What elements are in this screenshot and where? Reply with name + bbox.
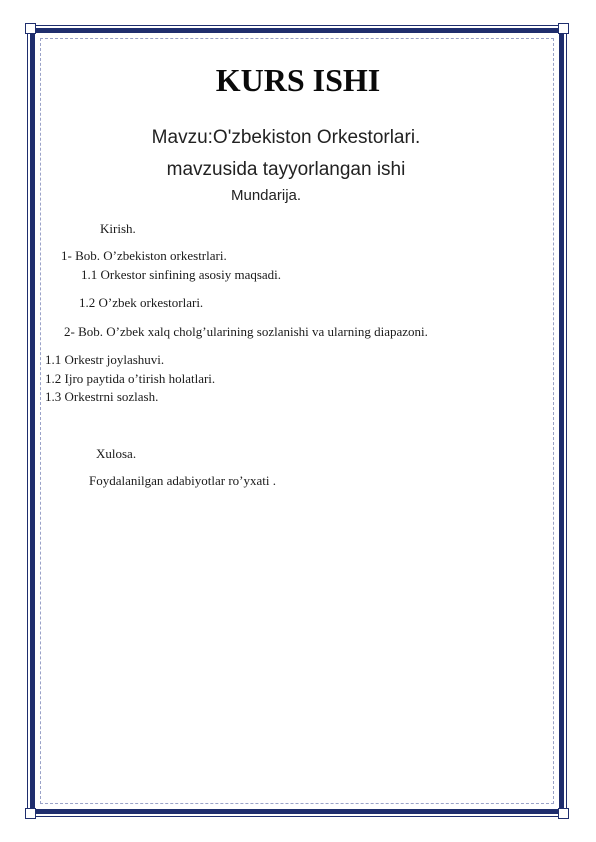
toc-chapter-1-section-2: 1.2 O’zbek orkestorlari. [79,295,204,310]
toc-chapter-2: 2- Bob. O’zbek xalq cholg’ularining sozlanishi va ularning diapazoni. [64,324,428,339]
frame-corner-ornament [558,808,569,819]
topic-line-1: Mavzu:O'zbekiston Orkestorlari. [151,127,421,148]
toc-conclusion: Xulosa. [96,446,137,461]
page-border-inner [40,38,554,804]
toc-chapter-1-section-1: 1.1 Orkestor sinfining asosiy maqsadi. [81,267,282,282]
toc-chapter-2-section-1: 1.1 Orkestr joylashuvi. [45,352,165,367]
toc-intro: Kirish. [100,221,136,236]
topic-line-2: mavzusida tayyorlangan ishi [166,159,406,180]
contents-heading: Mundarija. [231,187,302,204]
toc-chapter-2-section-2: 1.2 Ijro paytida o’tirish holatlari. [45,371,216,386]
frame-corner-ornament [25,23,36,34]
frame-corner-ornament [25,808,36,819]
toc-chapter-2-section-3: 1.3 Orkestrni sozlash. [45,389,159,404]
frame-corner-ornament [558,23,569,34]
toc-chapter-1: 1- Bob. O’zbekiston orkestrlari. [61,248,227,263]
document-title: KURS ISHI [215,62,381,98]
toc-references: Foydalanilgan adabiyotlar ro’yxati . [89,473,277,488]
